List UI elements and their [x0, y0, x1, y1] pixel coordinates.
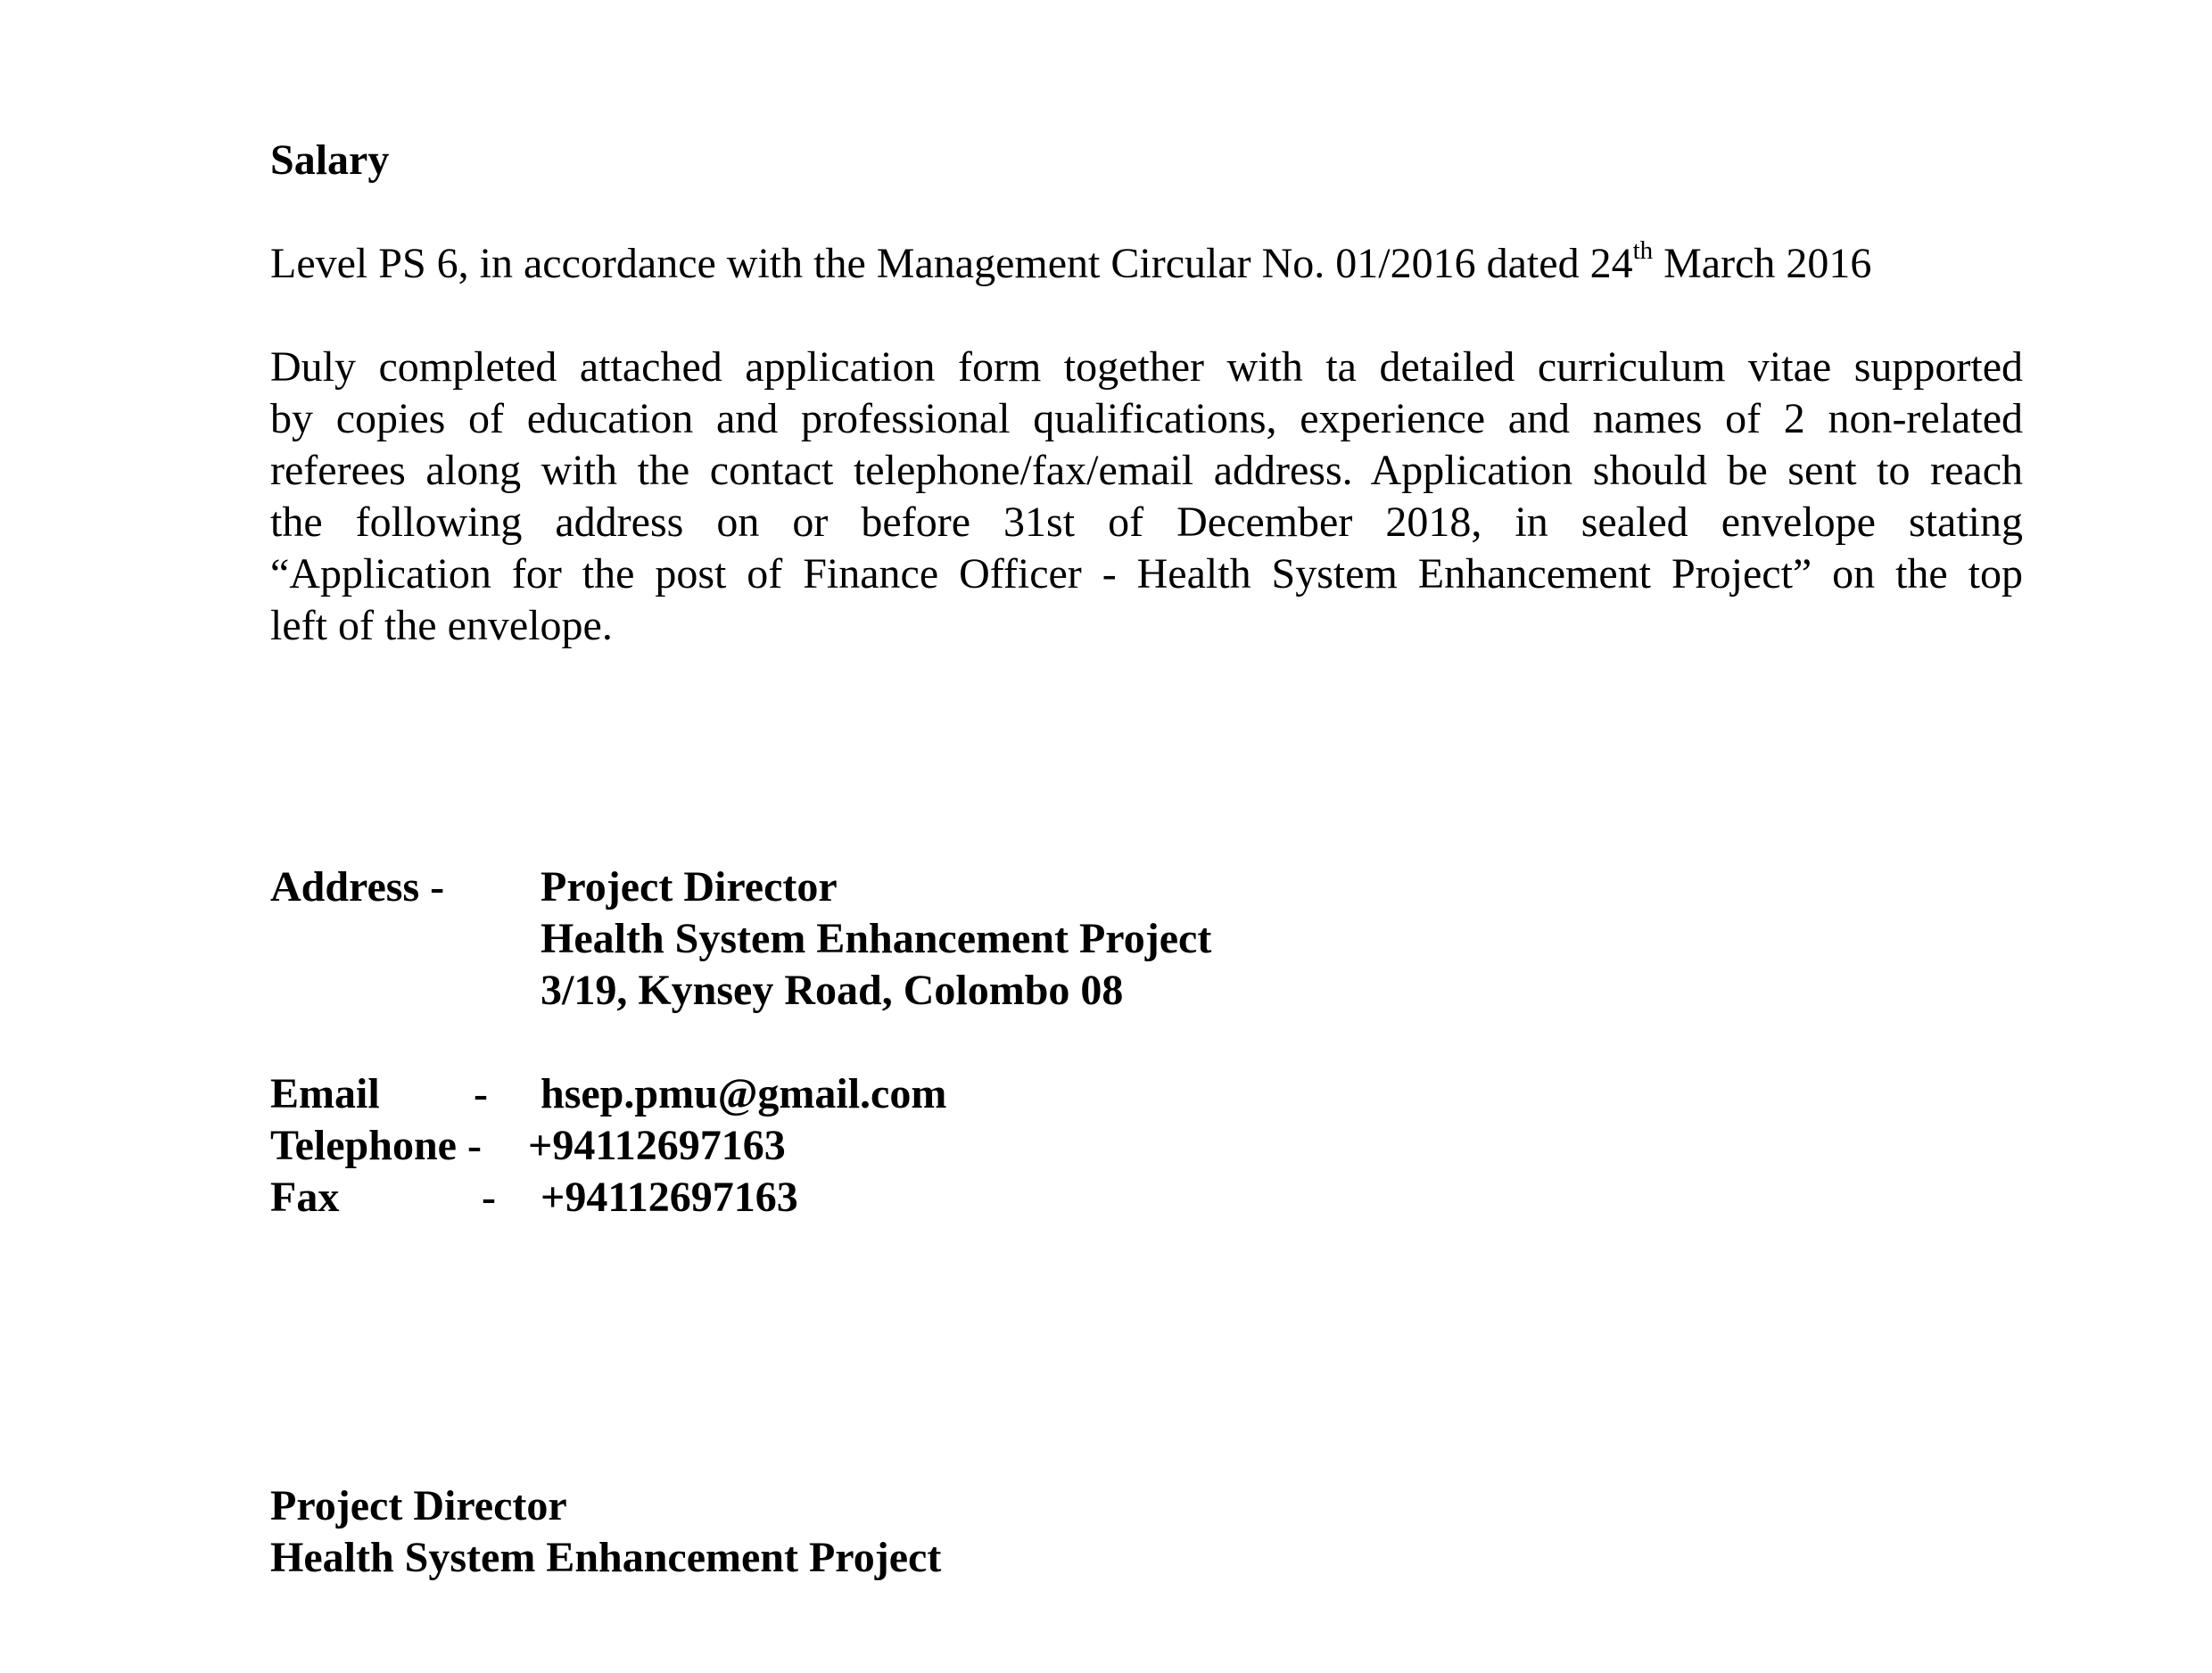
paragraph-line: the following address on or before 31st of December 2018, in sealed envelope stating [270, 499, 2023, 546]
fax-label: Fax [270, 1174, 340, 1221]
salary-level-suffix: March 2016 [1653, 240, 1872, 287]
telephone-value: +94112697163 [528, 1122, 786, 1169]
paragraph-line: by copies of education and professional qualifications, experience and names of 2 non-related [270, 395, 2023, 442]
signature-organization: Health System Enhancement Project [270, 1534, 942, 1581]
salary-level-prefix: Level PS 6, in accordance with the Management Circular No. 01/2016 dated 24 [270, 240, 1633, 287]
email-dash: - [474, 1070, 488, 1117]
fax-value: +94112697163 [541, 1174, 798, 1221]
application-instructions-paragraph [270, 342, 2023, 652]
signature-title: Project Director [270, 1482, 567, 1529]
email-value: hsep.pmu@gmail.com [541, 1070, 947, 1117]
telephone-label: Telephone - [270, 1122, 482, 1169]
paragraph-line: “Application for the post of Finance Officer - Health System Enhancement Project” on the top [270, 550, 2023, 598]
paragraph-line: left of the envelope. [270, 602, 613, 649]
address-line: Health System Enhancement Project [541, 915, 1212, 962]
fax-dash: - [482, 1174, 496, 1221]
email-label: Email [270, 1070, 380, 1117]
paragraph-line: Duly completed attached application form together with ta detailed curriculum vitae supported [270, 343, 2023, 391]
address-line: Project Director [541, 863, 838, 911]
salary-level-line [270, 238, 1871, 290]
salary-heading: Salary [270, 136, 390, 184]
address-label: Address - [270, 863, 445, 911]
paragraph-line: referees along with the contact telephone/fax/email address. Application should be sent to reach [270, 447, 2023, 494]
salary-level-superscript: th [1632, 236, 1654, 265]
address-line: 3/19, Kynsey Road, Colombo 08 [541, 967, 1124, 1014]
